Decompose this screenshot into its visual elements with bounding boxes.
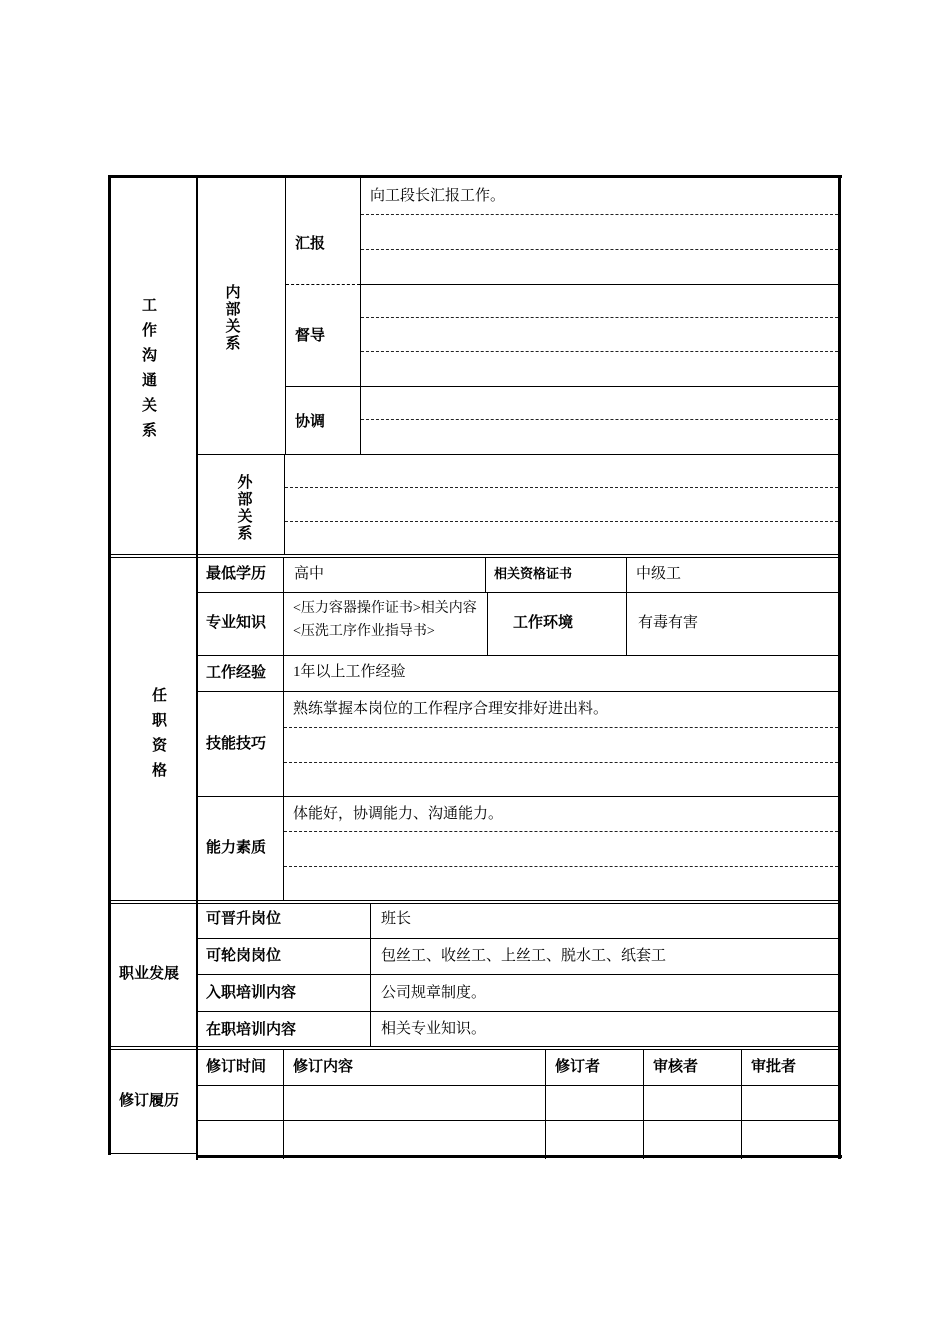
external-line-2 xyxy=(285,521,838,522)
internal-relations-label: 内部关系 xyxy=(225,284,241,352)
career-row-3-label: 入职培训内容 xyxy=(206,984,297,1001)
report-bottom xyxy=(360,284,838,285)
ability-value: 体能好，协调能力、沟通能力。 xyxy=(293,806,504,822)
report-content: 向工段长汇报工作。 xyxy=(370,188,506,204)
coordinate-label: 协调 xyxy=(295,413,326,430)
external-column-divider xyxy=(284,455,285,554)
knowledge-label: 专业知识 xyxy=(206,614,267,631)
section-divider-1 xyxy=(111,554,838,555)
revision-header-content: 修订内容 xyxy=(293,1058,354,1075)
cert-col-right xyxy=(626,557,627,655)
revision-header-reviser: 修订者 xyxy=(555,1058,601,1075)
education-value: 高中 xyxy=(294,566,325,582)
career-row-4-value: 相关专业知识。 xyxy=(381,1021,487,1037)
report-label: 汇报 xyxy=(295,235,326,252)
cert-col-left xyxy=(485,557,486,592)
experience-value: 1年以上工作经验 xyxy=(293,664,406,680)
career-label-divider xyxy=(370,903,371,1047)
career-row-3-value: 公司规章制度。 xyxy=(381,985,487,1001)
career-row-1-value: 班长 xyxy=(381,911,412,927)
report-line-2 xyxy=(361,249,838,250)
external-relations-label: 外部关系 xyxy=(237,474,253,542)
communication-title-text: 工作沟通关系 xyxy=(142,297,158,439)
environment-label: 工作环境 xyxy=(513,614,574,631)
communication-section-title xyxy=(140,293,160,443)
skills-line-1 xyxy=(284,727,838,728)
education-label: 最低学历 xyxy=(206,565,267,582)
revision-header-bottom xyxy=(198,1085,838,1086)
revision-col-3 xyxy=(643,1049,644,1159)
revision-col-4 xyxy=(741,1049,742,1159)
career-row-2-label: 可轮岗岗位 xyxy=(206,947,282,964)
internal-external-divider xyxy=(198,454,838,455)
internal-column-divider xyxy=(285,178,286,454)
experience-row-bottom xyxy=(198,691,838,692)
section-divider-3 xyxy=(111,1046,838,1047)
table-border-left xyxy=(108,175,111,1155)
revision-header-time: 修订时间 xyxy=(206,1058,267,1075)
certificate-label: 相关资格证书 xyxy=(494,566,573,581)
skills-row-bottom xyxy=(198,796,838,797)
section-divider-2 xyxy=(111,900,838,901)
career-row-2-value: 包丝工、收丝工、上丝工、脱水工、纸套工 xyxy=(381,948,667,964)
revision-col-1 xyxy=(283,1049,284,1159)
section-divider-3b xyxy=(111,1049,838,1050)
certificate-value: 中级工 xyxy=(636,566,682,582)
career-row-3-bottom xyxy=(198,1011,838,1012)
qualification-section-title: 任职资格 xyxy=(152,687,168,779)
ability-line-1 xyxy=(284,831,838,832)
education-row-bottom xyxy=(198,592,838,593)
knowledge-row-bottom xyxy=(198,655,838,656)
revision-header-approver: 审批者 xyxy=(751,1058,797,1075)
report-line-1 xyxy=(361,214,838,215)
external-line-1 xyxy=(285,487,838,488)
table-border-top xyxy=(108,175,842,178)
ability-label: 能力素质 xyxy=(206,839,267,856)
coordinate-line-1 xyxy=(361,419,838,420)
env-col-left xyxy=(487,593,488,655)
section-divider-1b xyxy=(111,557,838,558)
career-row-2-bottom xyxy=(198,974,838,975)
supervise-line-1 xyxy=(361,317,838,318)
supervise-label: 督导 xyxy=(295,327,326,344)
career-row-1-label: 可晋升岗位 xyxy=(206,910,282,927)
career-row-1-bottom xyxy=(198,938,838,939)
report-divider xyxy=(286,284,360,285)
knowledge-value: <压力容器操作证书>相关内容<压洗工序作业指导书> xyxy=(293,601,477,639)
section-column-divider xyxy=(196,178,198,1160)
ability-line-2 xyxy=(284,866,838,867)
table-border-bottom-left xyxy=(108,1153,196,1154)
section-divider-2b xyxy=(111,903,838,904)
supervise-bottom xyxy=(286,386,838,387)
supervise-line-2 xyxy=(361,351,838,352)
career-row-4-label: 在职培训内容 xyxy=(206,1021,297,1038)
revision-section-title: 修订履历 xyxy=(119,1092,180,1109)
skills-value: 熟练掌握本岗位的工作程序合理安排好进出料。 xyxy=(293,701,609,717)
experience-label: 工作经验 xyxy=(206,664,267,681)
revision-header-auditor: 审核者 xyxy=(653,1058,699,1075)
revision-col-2 xyxy=(545,1049,546,1159)
environment-value: 有毒有害 xyxy=(638,615,699,631)
table-border-right xyxy=(838,175,841,1159)
career-section-title: 职业发展 xyxy=(119,965,180,982)
revision-row-1-bottom xyxy=(198,1120,838,1121)
skills-line-2 xyxy=(284,762,838,763)
skills-label: 技能技巧 xyxy=(206,735,267,752)
qual-label-divider xyxy=(283,557,284,901)
table-border-bottom xyxy=(196,1155,842,1158)
label-column-divider xyxy=(360,178,361,454)
